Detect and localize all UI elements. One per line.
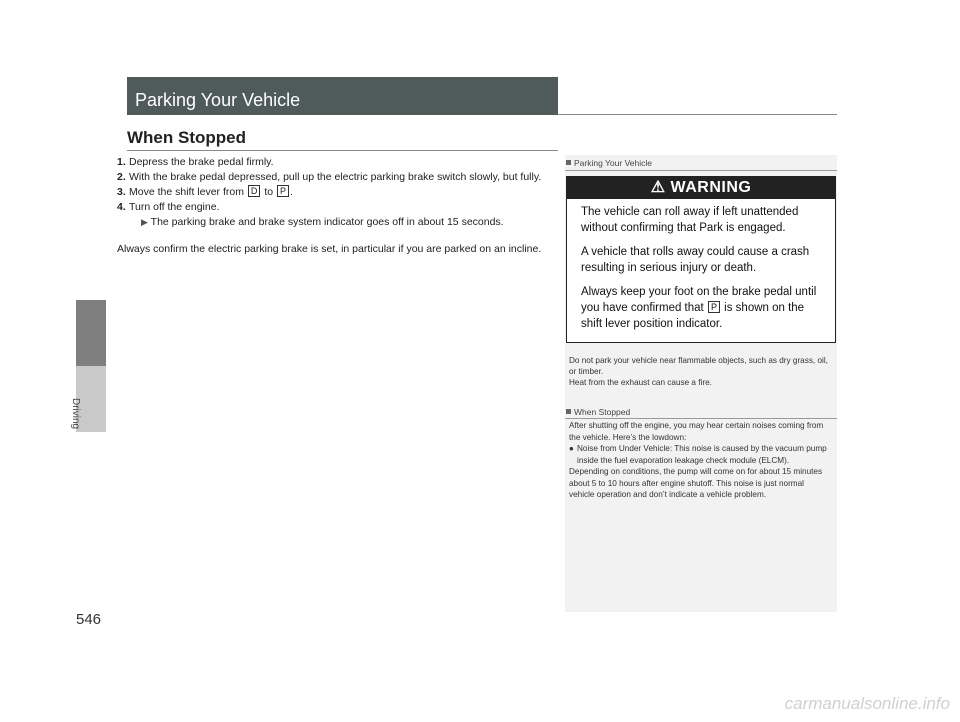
step-text: Depress the brake pedal firmly. [129, 156, 274, 168]
warning-box [566, 176, 836, 343]
step-number: 3. [117, 186, 126, 198]
title-rule [558, 114, 837, 115]
step-number: 2. [117, 171, 126, 183]
fire-note-2: Heat from the exhaust can cause a fire. [569, 378, 712, 387]
note-paragraph: Always confirm the electric parking brake is set, in particular if you are parked on an incline. [117, 243, 542, 255]
step-text-end: . [290, 186, 293, 198]
warning-body [567, 199, 835, 332]
sidebar-head-label: When Stopped [574, 407, 631, 417]
warning-p1: The vehicle can roll away if left unattended without confirming that Park is engaged. [581, 206, 799, 234]
stopped-body-1: After shutting off the engine, you may hear certain noises coming from the vehicle. Here’s the lowdown: [569, 421, 824, 442]
step-text: With the brake pedal depressed, pull up the electric parking brake switch slowly, but fully. [129, 171, 542, 183]
sidebar-head-parking[interactable] [566, 158, 652, 168]
warning-triangle-icon: ⚠ [650, 179, 666, 196]
warning-p2: A vehicle that rolls away could cause a crash resulting in serious injury or death. [581, 246, 810, 274]
step-text: Move the shift lever from [129, 186, 244, 198]
fire-note [569, 355, 831, 388]
chapter-tab-marker [76, 300, 106, 366]
sidebar-head-label: Parking Your Vehicle [574, 158, 652, 168]
heading-rule [127, 150, 558, 151]
page-heading: When Stopped [127, 128, 246, 147]
warning-p3-a: Always keep your foot on the brake pedal until you have confirmed that [581, 286, 817, 314]
sidebar-head-stopped[interactable] [566, 407, 630, 417]
result-text: The parking brake and brake system indicator goes off in about 15 seconds. [150, 216, 504, 228]
gear-p-key: P [708, 301, 720, 313]
section-title: Parking Your Vehicle [127, 77, 558, 115]
warning-p3 [581, 284, 827, 332]
step-text: Turn off the engine. [129, 201, 220, 213]
gear-p-key: P [277, 185, 289, 197]
step-4 [117, 200, 557, 230]
main-content [117, 155, 557, 257]
page-number: 546 [76, 611, 102, 628]
bullet-icon: ● [569, 444, 574, 453]
step-1 [117, 155, 557, 170]
step-text-to: to [264, 186, 274, 198]
bullet-item [569, 443, 831, 466]
step-2 [117, 170, 557, 185]
step-number: 4. [117, 201, 126, 213]
step-4-result [129, 215, 557, 230]
chapter-label: Driving [70, 398, 81, 430]
arrow-right-icon: ▶ [141, 217, 148, 227]
sidebar-rule [565, 418, 837, 419]
stopped-notes [569, 420, 831, 501]
stopped-body-2: Depending on conditions, the pump will come on for about 15 minutes about 5 to 10 hours after engine shutoff. This noise is just normal vehicle operation and don’t indicate a vehicle problem. [569, 467, 823, 499]
warning-title [567, 177, 835, 199]
reference-icon [566, 409, 571, 414]
step-number: 1. [117, 156, 126, 168]
reference-icon [566, 160, 571, 165]
warning-title-text: WARNING [670, 179, 752, 196]
fire-note-1: Do not park your vehicle near flammable objects, such as dry grass, oil, or timber. [569, 356, 828, 376]
gear-d-key: D [248, 185, 261, 197]
step-3 [117, 185, 557, 200]
sidebar-rule [565, 170, 837, 171]
watermark: carmanualsonline.info [784, 694, 950, 713]
warning-p3-b: is shown on the shift lever position indicator. [581, 302, 805, 330]
bullet-text: Noise from Under Vehicle: This noise is caused by the vacuum pump inside the fuel evaporation leakage check module (ELCM). [577, 444, 827, 465]
